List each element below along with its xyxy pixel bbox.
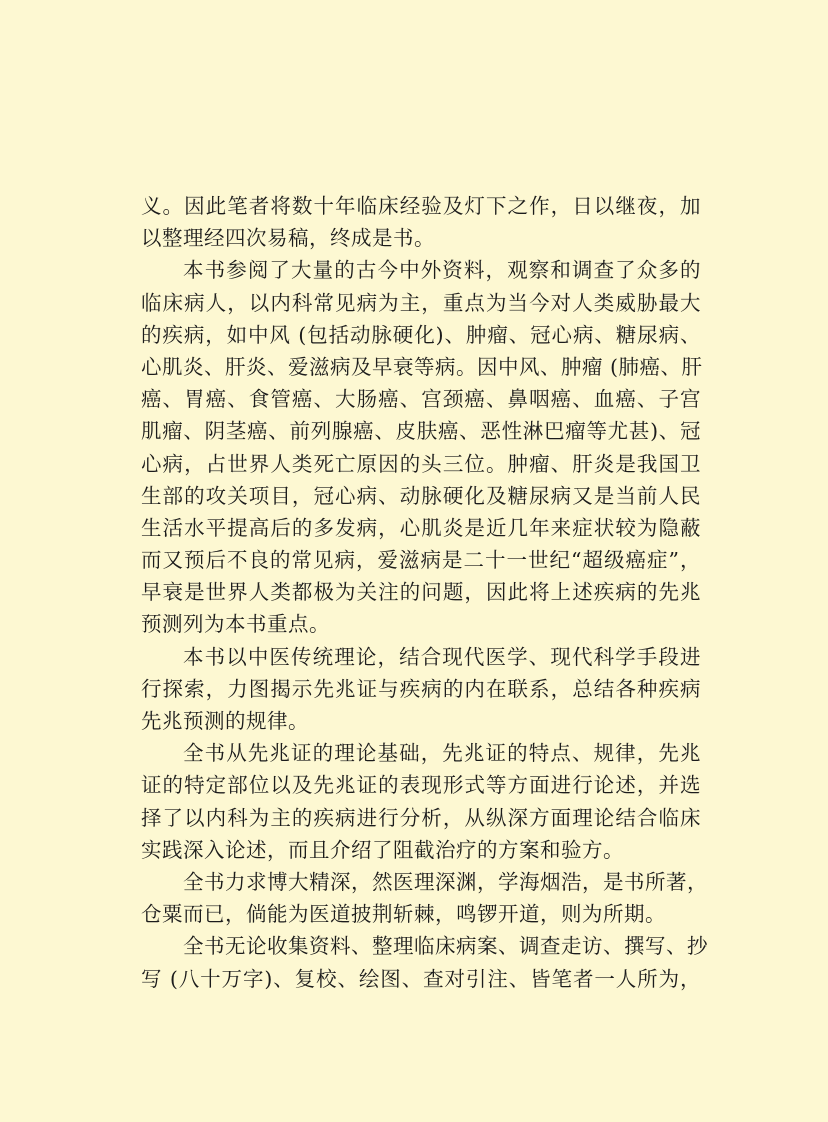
text-line: 肌瘤、阴茎癌、前列腺癌、皮肤癌、恶性淋巴瘤等尤甚)、冠 [141,419,701,444]
text-line: 义。因此笔者将数十年临床经验及灯下之作，日以继夜，加 [141,194,701,218]
text-line: 仓粟而已，倘能为医道披荆斩棘，鸣锣开道，则为所期。 [141,902,666,927]
text-line: 以整理经四次易稿，终成是书。 [141,226,435,251]
text-line: 全书从先兆证的理论基础，先兆证的特点、规律，先兆 [183,741,701,766]
text-line: 全书力求博大精深，然医理深渊，学海烟浩，是书所著， [183,869,708,894]
text-line: 先兆预测的规律。 [141,709,309,733]
text-line: 而又预后不良的常见病，爱滋病是二十一世纪“超级癌症”， [141,548,701,573]
text-line: 全书无论收集资料、整理临床病案、调查走访、撰写、抄 [183,934,708,959]
text-line: 行探索，力图揭示先兆证与疾病的内在联系，总结各种疾病 [141,676,701,701]
text-line: 的疾病，如中风 (包括动脉硬化)、肿瘤、冠心病、糖尿病、 [141,322,701,347]
text-line: 癌、胃癌、食管癌、大肠癌、宫颈癌、鼻咽癌、血癌、子宫 [141,387,701,412]
text-line: 本书参阅了大量的古今中外资料，观察和调查了众多的 [183,258,701,283]
body-text [141,190,708,995]
text-line: 择了以内科为主的疾病进行分析，从纵深方面理论结合临床 [141,805,701,830]
text-line: 本书以中医传统理论，结合现代医学、现代科学手段进 [183,644,701,669]
text-line: 写 (八十万字)、复校、绘图、查对引注、皆笔者一人所为， [141,966,701,991]
text-line: 证的特定部位以及先兆证的表现形式等方面进行论述，并选 [141,773,701,798]
text-line: 临床病人，以内科常见病为主，重点为当今对人类威胁最大 [141,290,701,315]
text-line: 早衰是世界人类都极为关注的问题，因此将上述疾病的先兆 [141,580,701,605]
text-line: 生部的攻关项目，冠心病、动脉硬化及糖尿病又是当前人民 [141,483,701,508]
text-line: 预测列为本书重点。 [141,612,330,637]
text-line: 心病，占世界人类死亡原因的头三位。肿瘤、肝炎是我国卫 [141,451,701,476]
text-line: 实践深入论述，而且介绍了阻截治疗的方案和验方。 [141,837,624,862]
text-line: 生活水平提高后的多发病，心肌炎是近几年来症状较为隐蔽 [141,515,701,540]
text-line: 心肌炎、肝炎、爱滋病及早衰等病。因中风、肿瘤 (肺癌、肝 [141,354,703,379]
